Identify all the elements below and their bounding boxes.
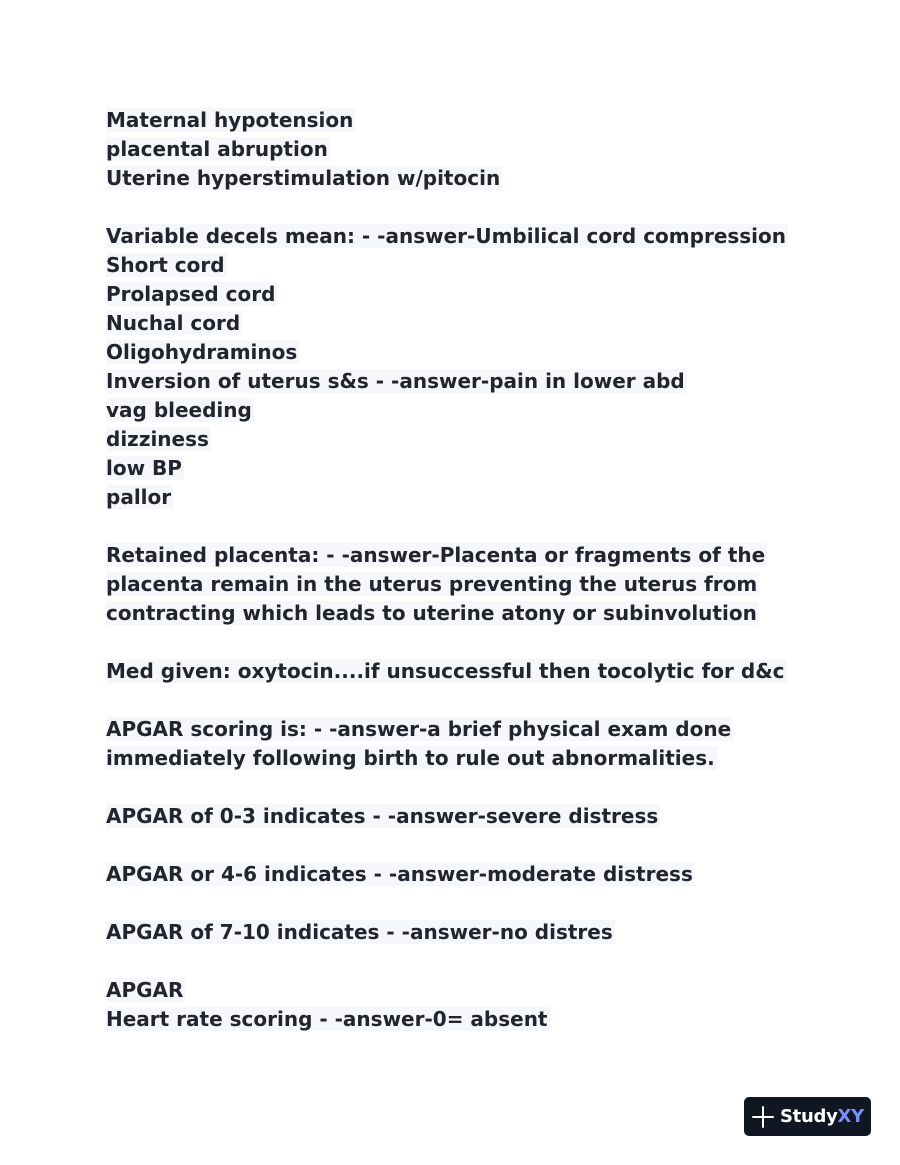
text-line: dizziness <box>106 427 209 451</box>
document-page <box>106 106 866 1034</box>
text-line: APGAR scoring is: - -answer-a brief physical exam done <box>106 717 732 741</box>
text-line: APGAR of 7-10 indicates - -answer-no distres <box>106 920 613 944</box>
text-line: immediately following birth to rule out abnormalities. <box>106 746 715 770</box>
text-line: contracting which leads to uterine atony or subinvolution <box>106 601 757 625</box>
text-line: placenta remain in the uterus preventing the uterus from <box>106 572 758 596</box>
text-line: Retained placenta: - -answer-Placenta or fragments of the <box>106 543 766 567</box>
paragraph-gap <box>106 773 866 802</box>
text-line: Variable decels mean: - -answer-Umbilical cord compression <box>106 224 787 248</box>
text-line: Med given: oxytocin....if unsuccessful then tocolytic for d&c <box>106 659 785 683</box>
studyxy-badge[interactable] <box>744 1097 871 1136</box>
paragraph-gap <box>106 628 866 657</box>
text-line: Nuchal cord <box>106 311 241 335</box>
text-line: Oligohydraminos <box>106 340 298 364</box>
text-line: Uterine hyperstimulation w/pitocin <box>106 166 501 190</box>
text-line: pallor <box>106 485 172 509</box>
text-line: APGAR <box>106 978 184 1002</box>
text-line: Short cord <box>106 253 225 277</box>
paragraph-gap <box>106 686 866 715</box>
text-line: Inversion of uterus s&s - -answer-pain in lower abd <box>106 369 685 393</box>
text-line: placental abruption <box>106 137 328 161</box>
text-line: APGAR or 4-6 indicates - -answer-moderate distress <box>106 862 693 886</box>
plus-icon <box>752 1106 774 1128</box>
text-line: Maternal hypotension <box>106 108 354 132</box>
paragraph-gap <box>106 947 866 976</box>
text-line: Heart rate scoring - -answer-0= absent <box>106 1007 548 1031</box>
text-line: Prolapsed cord <box>106 282 276 306</box>
paragraph-gap <box>106 512 866 541</box>
text-line: low BP <box>106 456 182 480</box>
text-line: APGAR of 0-3 indicates - -answer-severe distress <box>106 804 659 828</box>
paragraph-gap <box>106 831 866 860</box>
brand-logo-text: StudyXY <box>780 1106 864 1127</box>
paragraph-gap <box>106 889 866 918</box>
text-line: vag bleeding <box>106 398 252 422</box>
paragraph-gap <box>106 193 866 222</box>
